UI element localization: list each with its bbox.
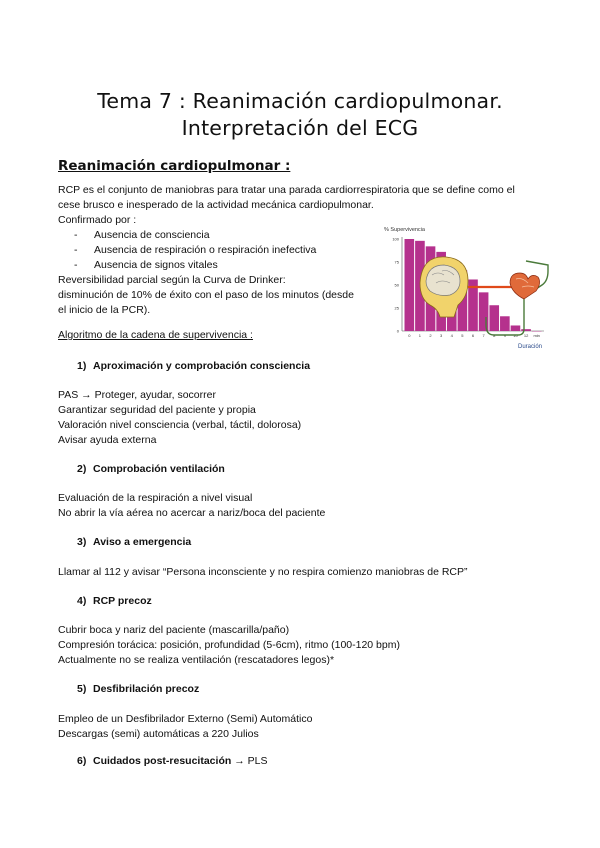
step-heading: 4) RCP precoz xyxy=(77,595,152,607)
title-line-2: Interpretación del ECG xyxy=(181,116,419,140)
section-heading: Reanimación cardiopulmonar : xyxy=(58,158,291,174)
chart-bar xyxy=(405,239,415,331)
step-line: PAS → Proteger, ayudar, socorrer xyxy=(58,389,216,401)
x-tick-label: 10 xyxy=(513,333,518,338)
confirmed-item: - Ausencia de respiración o respiración inefectiva xyxy=(74,244,317,256)
brain-icon xyxy=(426,265,460,296)
x-tick-label: 1 xyxy=(418,333,422,338)
step-heading: 1) Aproximación y comprobación consciencia xyxy=(77,360,311,372)
step-line: Garantizar seguridad del paciente y propia xyxy=(58,404,256,416)
chart-xlabel: Duración xyxy=(517,344,542,350)
reversibility-line-1: Reversibilidad parcial según la Curva de Drinker: xyxy=(58,274,286,286)
x-tick-label: min xyxy=(533,333,540,338)
heart-icon xyxy=(510,273,540,299)
title-line-1: Tema 7 : Reanimación cardiopulmonar. xyxy=(97,89,503,113)
step-line: Avisar ayuda externa xyxy=(58,434,157,446)
step-line: Descargas (semi) automáticas a 220 Julios xyxy=(58,728,259,740)
intro-line-2: cese brusco e inesperado de la actividad mecánica cardiopulmonar. xyxy=(58,199,374,211)
x-tick-label: 7 xyxy=(482,333,485,338)
step-line: Llamar al 112 y avisar “Persona inconsciente y no respira comienzo maniobras de RCP” xyxy=(58,566,468,578)
chart-bar xyxy=(500,316,510,331)
x-tick-label: 0 xyxy=(408,333,411,338)
x-tick-label: 9 xyxy=(503,333,506,338)
confirmed-item: - Ausencia de signos vitales xyxy=(74,259,218,271)
step-line: No abrir la vía aérea no acercar a nariz/boca del paciente xyxy=(58,507,326,519)
y-tick-label: 50 xyxy=(394,282,399,288)
chart-bar xyxy=(479,292,489,331)
page-title xyxy=(0,88,600,142)
step-heading: 6) Cuidados post-resucitación → PLS xyxy=(77,755,268,767)
step-heading: 2) Comprobación ventilación xyxy=(77,463,225,475)
step-line: Empleo de un Desfibrilador Externo (Semi) Automático xyxy=(58,713,313,725)
chart-ylabel: % Supervivencia xyxy=(384,227,425,233)
x-tick-label: 12 xyxy=(523,333,529,338)
x-tick-label: 6 xyxy=(471,333,475,338)
chart-bar xyxy=(511,325,521,331)
x-tick-label: 4 xyxy=(450,333,453,338)
chart-bar xyxy=(521,329,531,331)
step-line: Evaluación de la respiración a nivel visual xyxy=(58,492,253,504)
drinker-curve-figure xyxy=(382,225,564,353)
confirmed-item: - Ausencia de consciencia xyxy=(74,229,210,241)
x-tick-label: 5 xyxy=(461,333,464,338)
confirmed-label: Confirmado por : xyxy=(58,214,137,226)
y-tick-label: 100 xyxy=(392,236,399,242)
step-line: Actualmente no se realiza ventilación (rescatadores legos)* xyxy=(58,654,335,666)
algorithm-label: Algoritmo de la cadena de supervivencia : xyxy=(58,329,253,341)
step-line: Cubrir boca y nariz del paciente (mascarilla/paño) xyxy=(58,624,290,636)
y-tick-label: 0 xyxy=(396,328,399,334)
intro-line-1: RCP es el conjunto de maniobras para tratar una parada cardiorrespiratoria que se define como el xyxy=(58,184,515,196)
x-tick-label: 3 xyxy=(440,333,443,338)
x-tick-label: 2 xyxy=(429,333,432,338)
step-line: Valoración nivel consciencia (verbal, táctil, dolorosa) xyxy=(58,419,302,431)
step-heading: 3) Aviso a emergencia xyxy=(77,536,192,548)
x-tick-label: 8 xyxy=(493,333,496,338)
y-tick-label: 25 xyxy=(394,305,399,311)
reversibility-line-3: el inicio de la PCR). xyxy=(58,304,151,316)
chart-bar xyxy=(489,305,499,331)
y-tick-label: 75 xyxy=(394,259,399,265)
step-line: Compresión torácica: posición, profundidad (5-6cm), ritmo (100-120 bpm) xyxy=(58,639,400,651)
step-heading: 5) Desfibrilación precoz xyxy=(77,683,200,695)
reversibility-line-2: disminución de 10% de éxito con el paso de los minutos (desde xyxy=(58,289,354,301)
